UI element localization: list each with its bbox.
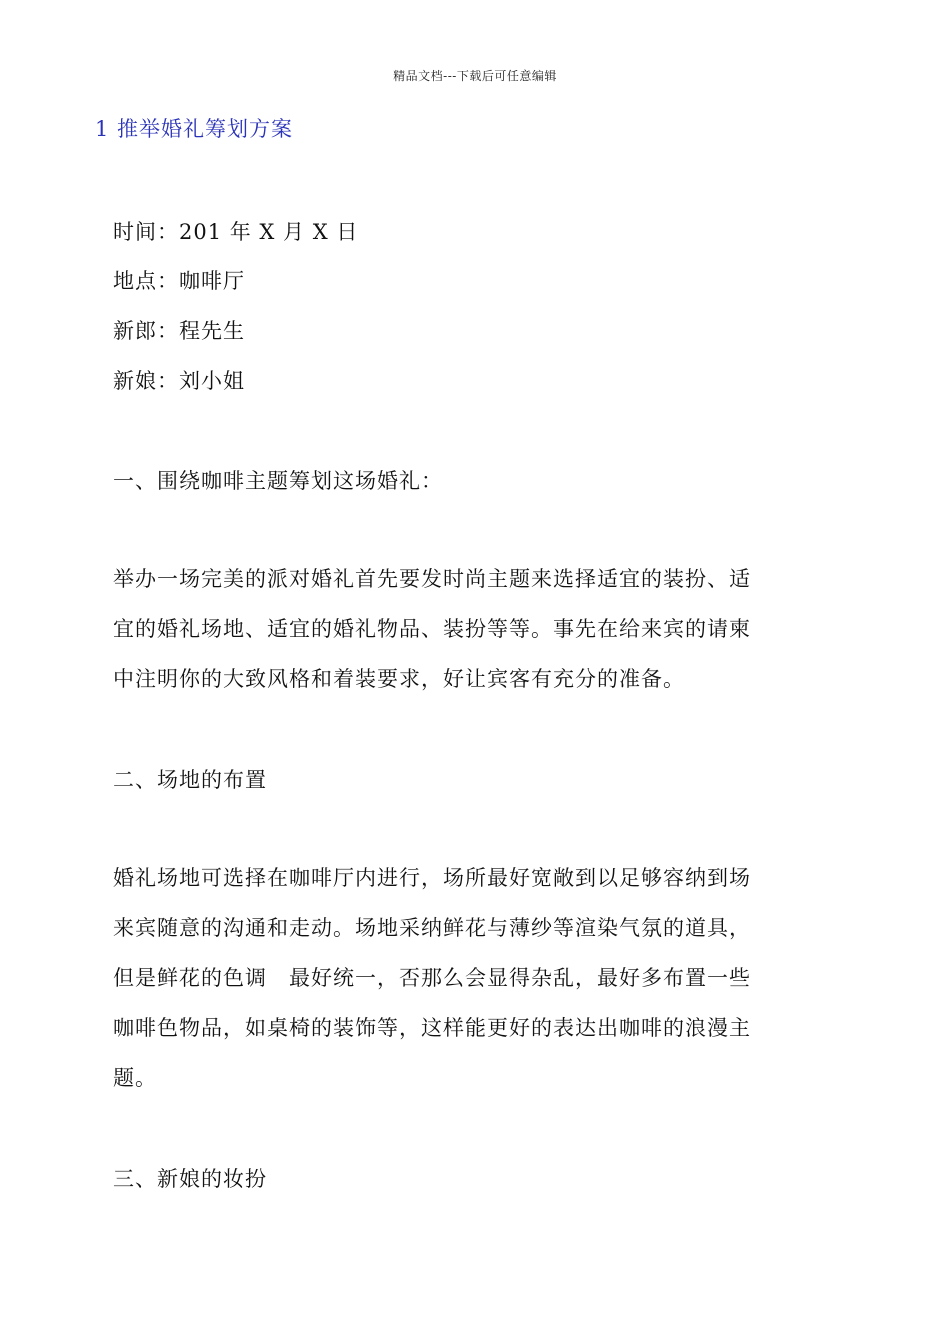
section-heading-3: 三、新娘的妆扮	[113, 1167, 267, 1191]
paragraph-line: 题。	[113, 1066, 157, 1090]
info-groom: 新郎：程先生	[113, 319, 245, 343]
paragraph-line: 来宾随意的沟通和走动。场地采纳鲜花与薄纱等渲染气氛的道具，	[113, 916, 751, 940]
info-bride: 新娘：刘小姐	[113, 369, 245, 393]
header-note: 精品文档---下载后可任意编辑	[393, 69, 557, 83]
paragraph-line: 但是鲜花的色调 最好统一，否那么会显得杂乱，最好多布置一些	[113, 966, 751, 990]
paragraph-line: 咖啡色物品，如桌椅的装饰等，这样能更好的表达出咖啡的浪漫主	[113, 1016, 751, 1040]
section-heading-1: 一、围绕咖啡主题筹划这场婚礼：	[113, 469, 443, 493]
info-place: 地点：咖啡厅	[113, 269, 245, 293]
info-time: 时间：201 年 X 月 X 日	[113, 220, 359, 244]
paragraph-line: 举办一场完美的派对婚礼首先要发时尚主题来选择适宜的装扮、适	[113, 567, 751, 591]
section-heading-2: 二、场地的布置	[113, 768, 267, 792]
section-body-2	[113, 853, 773, 1103]
document-title: 1 推举婚礼筹划方案	[95, 117, 294, 141]
paragraph-line: 婚礼场地可选择在咖啡厅内进行，场所最好宽敞到以足够容纳到场	[113, 866, 751, 890]
section-body-1	[113, 554, 773, 704]
paragraph-line: 宜的婚礼场地、适宜的婚礼物品、装扮等等。事先在给来宾的请柬	[113, 617, 751, 641]
paragraph-line: 中注明你的大致风格和着装要求，好让宾客有充分的准备。	[113, 667, 685, 691]
